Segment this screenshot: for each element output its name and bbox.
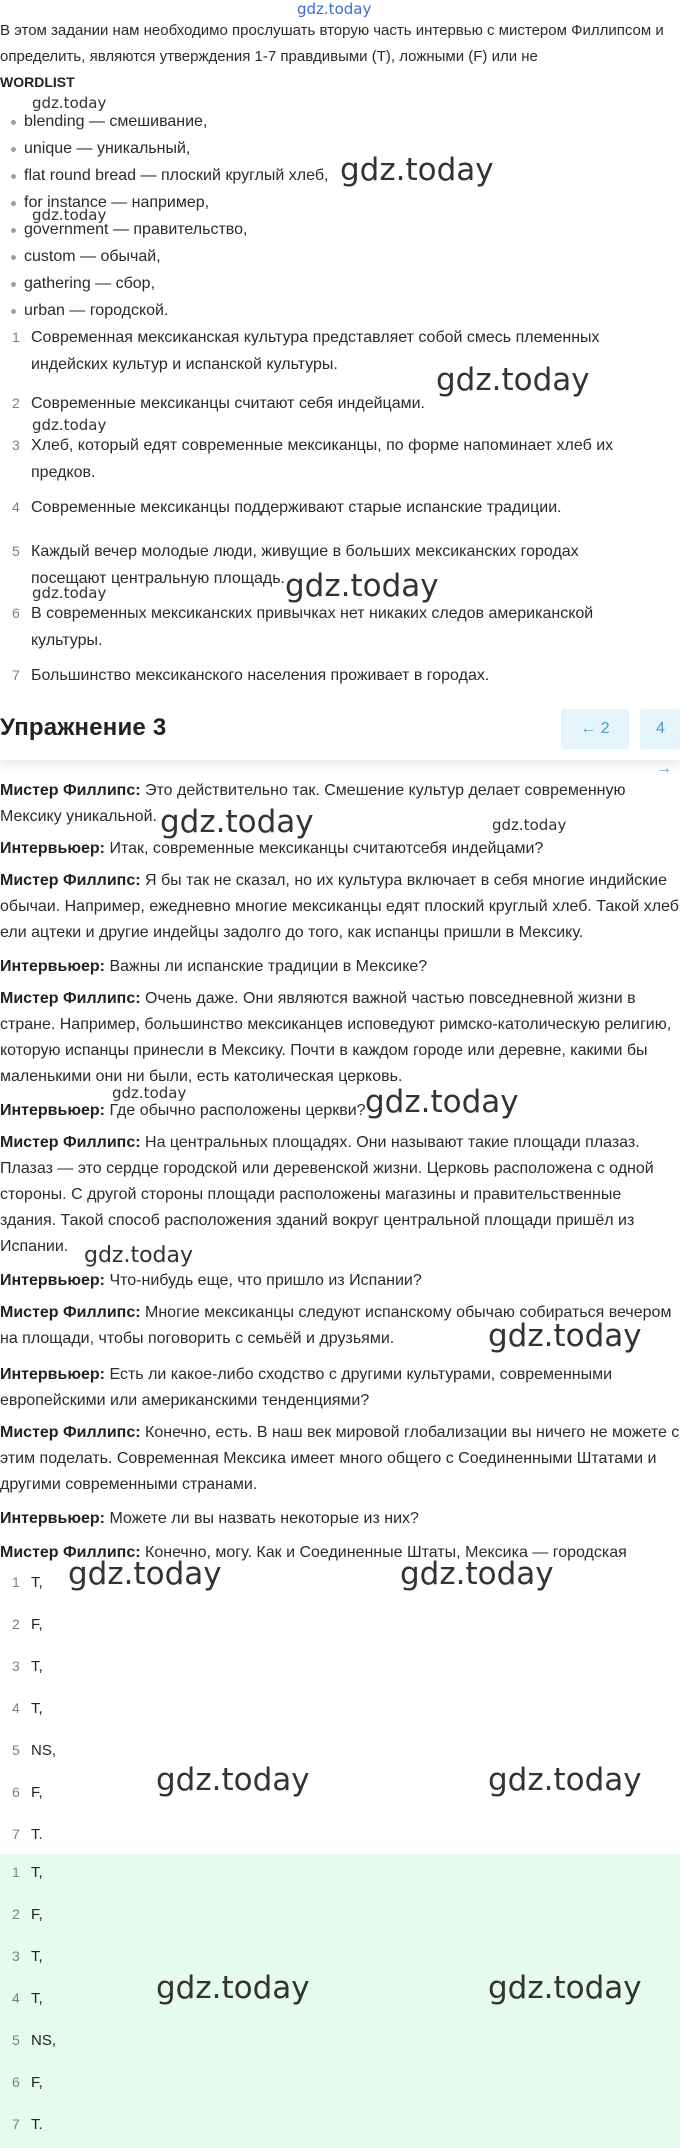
answer-row [0,2022,680,2064]
watermark: gdz.today [488,1970,642,2006]
dialogue-text: Важны ли испанские традиции в Мексике? [105,958,428,975]
speaker: Интервьюер: [0,1366,106,1383]
wordlist-item: government — правительство, [8,216,328,243]
answer-value: F, [31,2074,43,2091]
watermark: gdz.today [32,94,107,112]
statement-text: Каждый вечер молодые люди, живущие в больших мексиканских городах посещают центральную площадь. [31,543,579,587]
dialogue-line [0,836,680,862]
dialogue-text: На центральных площадях. Они называют такие площади плазаз. Плазаз — это сердце городской или деревенской жизни. Церковь расположена с одной стороны. С другой стороны площади расположены магазины и правительственные здания. Такой способ расположения зданий вокруг центральной площади пришёл из Испании. [0,1134,654,1255]
answer-value: NS, [31,1742,57,1759]
answer-row [0,2064,680,2106]
speaker: Мистер Филлипс: [0,1424,141,1441]
answer-number: 7 [12,1826,20,1842]
speaker: Мистер Филлипс: [0,1544,141,1561]
answer-row [0,1896,680,1938]
speaker: Мистер Филлипс: [0,872,141,889]
dialogue-line [0,1268,680,1294]
speaker: Интервьюер: [0,1272,106,1289]
answer-number: 1 [12,1864,20,1880]
answer-row [0,1938,680,1980]
statement-text: Большинство мексиканского населения проживает в городах. [31,667,490,684]
dialogue-line [0,1540,680,1566]
answer-value: T, [31,1864,43,1881]
answer-row [0,1606,680,1648]
dialogue-text: Где обычно расположены церкви? [105,1102,366,1119]
dialogue-line [0,1506,680,1532]
speaker: Мистер Филлипс: [0,990,141,1007]
statement-number: 5 [12,543,20,559]
speaker: Интервьюер: [0,840,106,857]
answer-value: T. [31,1826,43,1843]
dialogue-text: Многие мексиканцы следуют испанскому обычаю собираться вечером на площади, чтобы поговорить с семьёй и друзьями. [0,1304,672,1347]
wordlist-item: flat round bread — плоский круглый хлеб, [8,162,328,189]
watermark: gdz.today [156,1762,310,1798]
answer-value: T, [31,1948,43,1965]
speaker: Интервьюер: [0,1102,106,1119]
answer-row [0,1816,680,1858]
answer-number: 3 [12,1948,20,1964]
watermark: gdz.today [112,1084,187,1102]
answer-value: NS, [31,2032,57,2049]
statement-number: 2 [12,395,20,411]
watermark: gdz.today [488,1762,642,1798]
watermark: gdz.today [32,584,107,602]
statement-item [0,432,640,486]
watermark: gdz.today [285,568,439,604]
dialogue-text: Очень даже. Они являются важной частью повседневной жизни в стране. Например, большинство мексиканцев исповедуют римско-католическую религию, которую испанцы принесли в Мексику. Почти в каждом городе или деревне, какими бы маленькими они ни были, есть католическая церковь. [0,990,672,1085]
watermark: gdz.today [84,1243,194,1268]
wordlist-item: gathering — сбор, [8,270,328,297]
answer-number: 6 [12,2074,20,2090]
dialogue-line [0,1130,680,1260]
exercise-title: Упражнение 3 [0,714,167,741]
answer-value: T, [31,1574,43,1591]
wordlist-title: WORDLIST [0,74,75,90]
statement-item [0,324,640,378]
answer-value: T, [31,1658,43,1675]
speaker: Интервьюер: [0,958,106,975]
answer-number: 1 [12,1574,20,1590]
answer-row [0,1564,680,1606]
answer-value: T. [31,2116,43,2133]
exercise-header [0,700,680,777]
wordlist-item: unique — уникальный, [8,135,328,162]
next-exercise-button[interactable]: 4 → [640,709,680,749]
prev-exercise-button[interactable]: ← 2 [561,709,629,749]
statement-number: 1 [12,329,20,345]
dialogue-line [0,1098,680,1124]
wordlist-item: blending — смешивание, [8,108,328,135]
watermark: gdz.today [400,1556,554,1592]
answer-value: F, [31,1784,43,1801]
answer-number: 3 [12,1658,20,1674]
statement-text: В современных мексиканских привычках нет никаких следов американской культуры. [31,605,594,649]
speaker: Мистер Филлипс: [0,782,141,799]
wordlist-list [8,108,328,324]
intro-text: В этом задании нам необходимо прослушать вторую часть интервью с мистером Филлипсом и определить, являются утверждения 1-7 правдивыми (T), ложными (F) или не [0,22,664,65]
statement-number: 7 [12,667,20,683]
watermark: gdz.today [68,1556,222,1592]
answer-row [0,1854,680,1896]
dialogue-line [0,1420,680,1498]
dialogue-line [0,868,680,946]
answers-list [0,1564,680,1858]
answer-number: 6 [12,1784,20,1800]
watermark: gdz.today [160,804,314,840]
answer-row [0,1732,680,1774]
dialogue-text: Есть ли какое-либо сходство с другими культурами, современными европейскими или американскими тенденциями? [0,1366,613,1409]
dialogue-line [0,986,680,1090]
answer-number: 4 [12,1700,20,1716]
statement-number: 3 [12,437,20,453]
statement-text: Современные мексиканцы поддерживают старые испанские традиции. [31,499,562,516]
statement-item [0,538,640,592]
answer-number: 5 [12,2032,20,2048]
watermark: gdz.today [365,1084,519,1120]
dialogue-line [0,1362,680,1414]
dialogue-text: Конечно, есть. В наш век мировой глобализации вы ничего не можете с этим поделать. Современная Мексика имеет много общего с Соединенными Штатами и другими современными странами. [0,1424,680,1493]
dialogue-text: Что-нибудь еще, что пришло из Испании? [105,1272,422,1289]
dialogue-text: Можете ли вы назвать некоторые из них? [105,1510,419,1527]
speaker: Интервьюер: [0,1510,106,1527]
answer-number: 5 [12,1742,20,1758]
dialogue-text: Я бы так не сказал, но их культура включает в себя многие индийские обычаи. Например, ежедневно многие мексиканцы едят плоский круглый хлеб. Такой хлеб ели ацтеки и другие индейцы задолго до того, как испанцы пришли в Мексику. [0,872,679,941]
wordlist-item: custom — обычай, [8,243,328,270]
answer-row [0,1648,680,1690]
watermark: gdz.today [32,416,107,434]
statement-number: 4 [12,499,20,515]
answers-panel-highlighted [0,1854,680,2148]
statement-number: 6 [12,605,20,621]
statement-text: Современные мексиканцы считают себя индейцами. [31,395,425,412]
statement-item [0,662,640,689]
statement-text: Современная мексиканская культура представляет собой смесь племенных индейских культур и испанской культуры. [31,329,600,373]
dialogue-line [0,1300,680,1352]
watermark: gdz.today [492,816,567,834]
watermark: gdz.today [436,362,590,398]
dialogue-text: Итак, современные мексиканцы считаютсебя индейцами? [105,840,544,857]
statement-text: Хлеб, который едят современные мексиканцы, по форме напоминает хлеб их предков. [31,437,614,481]
dialogue-text: Это действительно так. Смешение культур делает современную Мексику уникальной. [0,782,626,825]
watermark: gdz.today [340,152,494,188]
wordlist-item: urban — городской. [8,297,328,324]
answer-value: F, [31,1906,43,1923]
watermark: gdz.today [32,206,107,224]
statement-item [0,600,640,654]
answer-row [0,2106,680,2148]
answer-number: 7 [12,2116,20,2132]
statement-item [0,494,640,521]
answer-row [0,1690,680,1732]
answer-value: F, [31,1616,43,1633]
answer-number: 2 [12,1906,20,1922]
answer-number: 2 [12,1616,20,1632]
speaker: Мистер Филлипс: [0,1304,141,1321]
answer-value: T, [31,1990,43,2007]
wordlist-item: for instance — например, [8,189,328,216]
statement-item [0,390,640,417]
dialogue-text: Конечно, могу. Как и Соединенные Штаты, Мексика — городская [140,1544,627,1561]
dialogue-line [0,954,680,980]
watermark-top: gdz.today [297,0,372,18]
answer-row [0,1774,680,1816]
answer-value: T, [31,1700,43,1717]
answer-row [0,1980,680,2022]
speaker: Мистер Филлипс: [0,1134,141,1151]
watermark: gdz.today [488,1318,642,1354]
answer-number: 4 [12,1990,20,2006]
dialogue-line [0,778,680,830]
watermark: gdz.today [156,1970,310,2006]
